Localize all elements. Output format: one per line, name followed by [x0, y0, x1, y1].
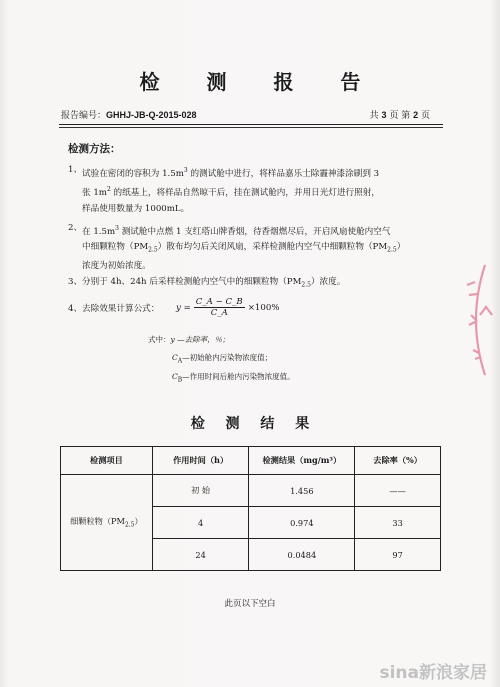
- method-step-4: [68, 302, 188, 318]
- page-info: [370, 108, 430, 121]
- report-number-value: GHHJ-JB-Q-2015-028: [106, 110, 197, 120]
- step-2-text-b: 测试舱中点燃 1 支红塔山牌香烟，待香烟燃尽后，开启风扇使舱内空气: [118, 226, 391, 237]
- rate-cell: 97: [355, 539, 441, 571]
- result-cell: 0.974: [249, 507, 355, 539]
- step-1-number: 1、: [68, 165, 83, 175]
- time-cell: 24: [152, 539, 249, 571]
- step-1-text-a: 试验在密闭的容积为 1.5m: [82, 168, 184, 179]
- result-cell: 0.0484: [249, 539, 355, 571]
- seal-stamp-icon: [447, 255, 500, 385]
- step-1-sup: 3: [183, 167, 188, 174]
- step-2-number: 2、: [68, 223, 83, 233]
- ca-text: —初始舱内污染物浓度值；: [182, 353, 273, 362]
- step-2-text-d: ）散布均匀后关闭风扇，采样检测舱内空气中细颗粒物（PM: [157, 242, 388, 253]
- formula-rhs: ×100%: [247, 302, 280, 313]
- step-2-text-a: 在 1.5m: [82, 226, 116, 237]
- step-3-text-b: ）浓度。: [310, 277, 346, 287]
- step-2-text-e: ）: [396, 242, 406, 253]
- y-definition: y —去除率，％；: [170, 335, 230, 344]
- formula-fraction: [194, 297, 245, 318]
- formula-denominator: C_A: [210, 308, 228, 318]
- report-number-label: 报告编号：: [61, 111, 107, 121]
- rate-cell: ——: [355, 475, 441, 507]
- time-cell: 初 始: [152, 475, 249, 507]
- table-row: [61, 475, 441, 507]
- ca-symbol: C: [172, 353, 178, 362]
- rate-cell: 33: [355, 507, 441, 539]
- formula-lhs: y =: [176, 302, 191, 313]
- step-4-number: 4、: [68, 304, 83, 314]
- step-3-text-a: 分别于 4h、24h 后采样检测舱内空气中的细颗粒物（PM: [82, 277, 302, 287]
- item-text-pre: 细颗粒物（PM: [70, 516, 125, 527]
- time-cell: 4: [152, 507, 249, 539]
- step-2-text-f: 浓度为初始浓度。: [82, 260, 151, 271]
- cb-definition: [172, 371, 295, 384]
- page-info-post: 页: [420, 111, 430, 121]
- removal-formula: [176, 297, 280, 318]
- page-number: 2: [413, 110, 419, 120]
- step-3-sub: 2.5: [301, 281, 311, 289]
- method-step-1: [68, 163, 424, 217]
- step-2-sub: 2.5: [148, 247, 158, 255]
- page-info-mid: 页 第: [389, 111, 411, 121]
- header-rate: 去除率（%）: [355, 447, 441, 475]
- step-1-sup2: 2: [106, 186, 111, 194]
- step-1-text-c: 张 1m: [82, 188, 107, 199]
- table-header-row: [61, 447, 441, 475]
- results-table: [60, 446, 441, 571]
- report-number: [61, 108, 197, 121]
- step-4-text: 去除效果计算公式：: [82, 304, 160, 314]
- item-text-post: ）: [134, 516, 143, 527]
- cb-text: —作用时间后舱内污染物浓度值。: [182, 372, 295, 381]
- ca-definition: [172, 352, 272, 365]
- step-2-sub2: 2.5: [387, 247, 397, 255]
- step-2-sup: 3: [115, 225, 119, 232]
- method-step-2: [68, 221, 424, 274]
- step-1-text-d: 的纸基上，将样品自然晾干后，挂在测试舱内，并用日光灯进行照射，: [110, 188, 380, 199]
- method-heading: 检测方法：: [68, 143, 121, 155]
- formula-where: [148, 334, 230, 345]
- item-subscript: 2.5: [124, 521, 135, 529]
- method-step-3: [68, 275, 424, 293]
- step-1-text-e: 样品使用数量为 1000mL。: [82, 203, 190, 214]
- page-info-pre: 共: [369, 111, 379, 121]
- cb-subscript: B: [177, 376, 183, 384]
- header-rule-thick: [59, 124, 443, 125]
- end-of-page-note: 此页以下空白: [224, 599, 276, 609]
- header-time: 作用时间（h）: [152, 447, 249, 475]
- cb-symbol: C: [172, 372, 178, 381]
- step-2-text-c: 中细颗粒物（PM: [82, 242, 149, 253]
- formula-numerator: C_A − C_B: [195, 297, 243, 307]
- ca-subscript: A: [177, 357, 183, 365]
- report-title: 检 测 报 告: [139, 70, 381, 94]
- header-rule-thin: [59, 127, 443, 128]
- header-item: 检测项目: [61, 447, 153, 475]
- header-result: 检测结果（mg/m³）: [249, 447, 355, 475]
- page-total: 3: [381, 110, 387, 120]
- result-cell: 1.456: [249, 475, 355, 507]
- watermark: sina新浪家居: [379, 663, 487, 683]
- step-1-text-b: 的测试舱中进行，将样品嘉乐士除霾神漆涂刷到 3: [187, 168, 380, 179]
- step-3-number: 3、: [68, 277, 83, 287]
- results-title: 检 测 结 果: [190, 416, 318, 432]
- where-label: 式中：: [148, 335, 171, 344]
- item-cell: [61, 475, 153, 571]
